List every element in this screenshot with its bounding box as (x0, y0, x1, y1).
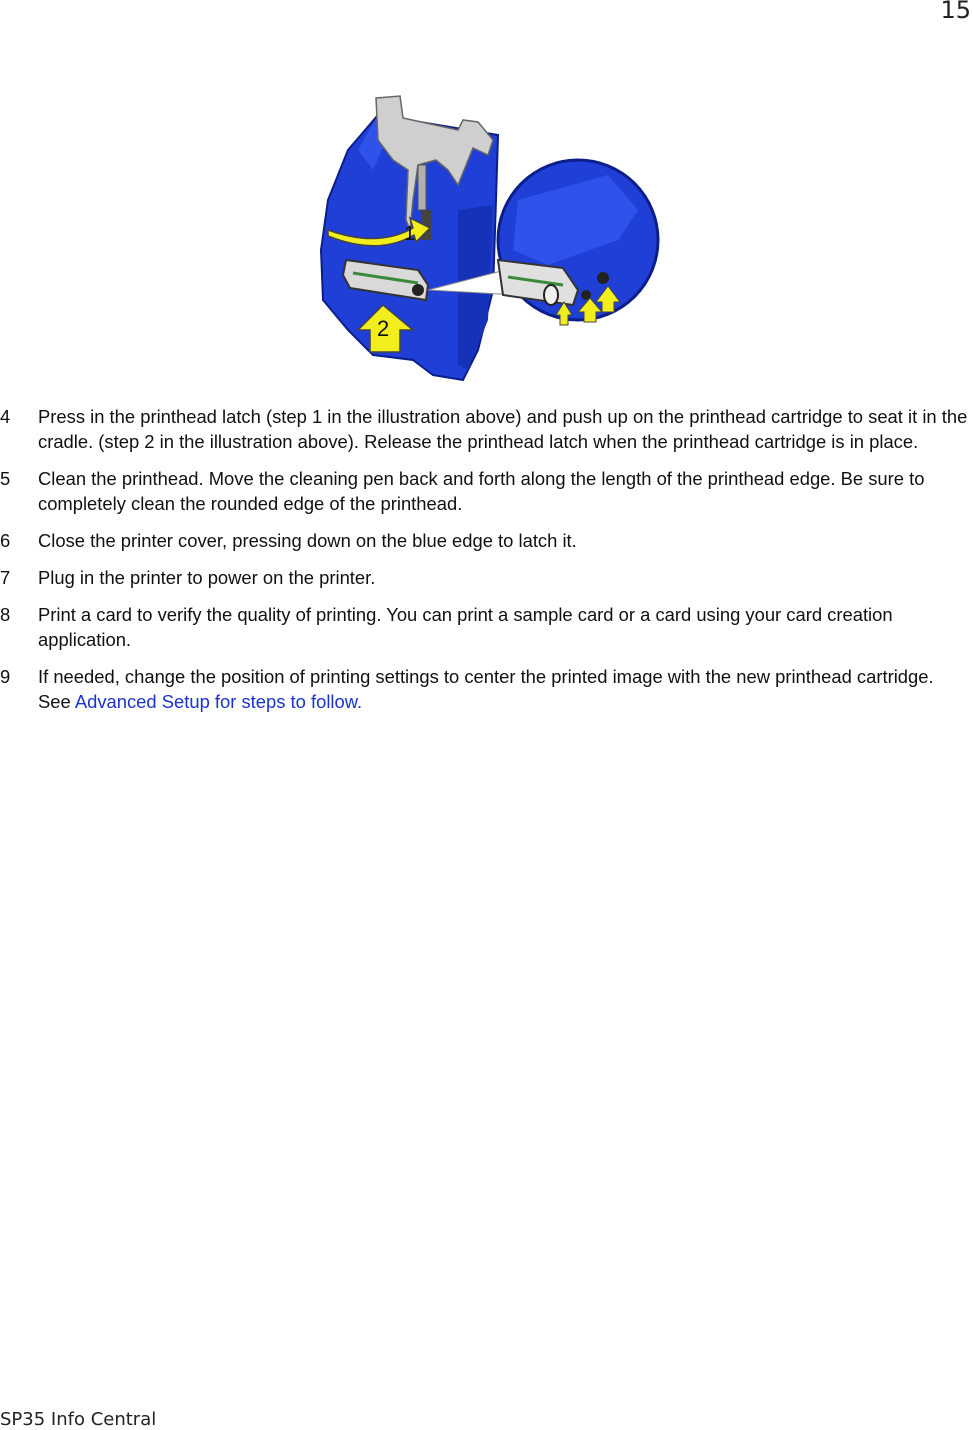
advanced-setup-link[interactable]: Advanced Setup for steps to follow. (74, 691, 363, 712)
step-7 (0, 565, 970, 590)
instruction-steps (0, 404, 970, 726)
step-text: Press in the printhead latch (step 1 in the illustration above) and push up on the printhead cartridge to seat it in the cradle. (step 2 in the illustration above). Release the printhead latch when the printhead cartridge is in place. (38, 406, 968, 452)
callout-label-2: 2 (377, 316, 390, 341)
step-text: If needed, change the position of printing settings to center the printed image with the new printhead cartridge. See (38, 666, 934, 712)
printhead-installation-illustration (318, 90, 663, 385)
step-9 (0, 664, 970, 714)
step-number: 7 (0, 567, 11, 588)
step-8 (0, 602, 970, 652)
step-text: Print a card to verify the quality of printing. You can print a sample card or a card using your card creation application. (38, 604, 893, 650)
callout-label-1: 1 (404, 223, 416, 245)
step-text: Plug in the printer to power on the printer. (38, 567, 376, 588)
step-4 (0, 404, 970, 454)
step-text: Close the printer cover, pressing down on the blue edge to latch it. (38, 530, 577, 551)
step-text: Clean the printhead. Move the cleaning pen back and forth along the length of the printhead edge. Be sure to completely clean the rounded edge of the printhead. (38, 468, 925, 514)
step-number: 8 (0, 604, 11, 625)
step-number: 4 (0, 406, 11, 427)
step-number: 5 (0, 468, 11, 489)
page-number: 15 (940, 0, 971, 24)
step-number: 9 (0, 666, 11, 687)
step-number: 6 (0, 530, 11, 551)
step-5 (0, 466, 970, 516)
step-6 (0, 528, 970, 553)
footer-title: SP35 Info Central (0, 1409, 157, 1430)
